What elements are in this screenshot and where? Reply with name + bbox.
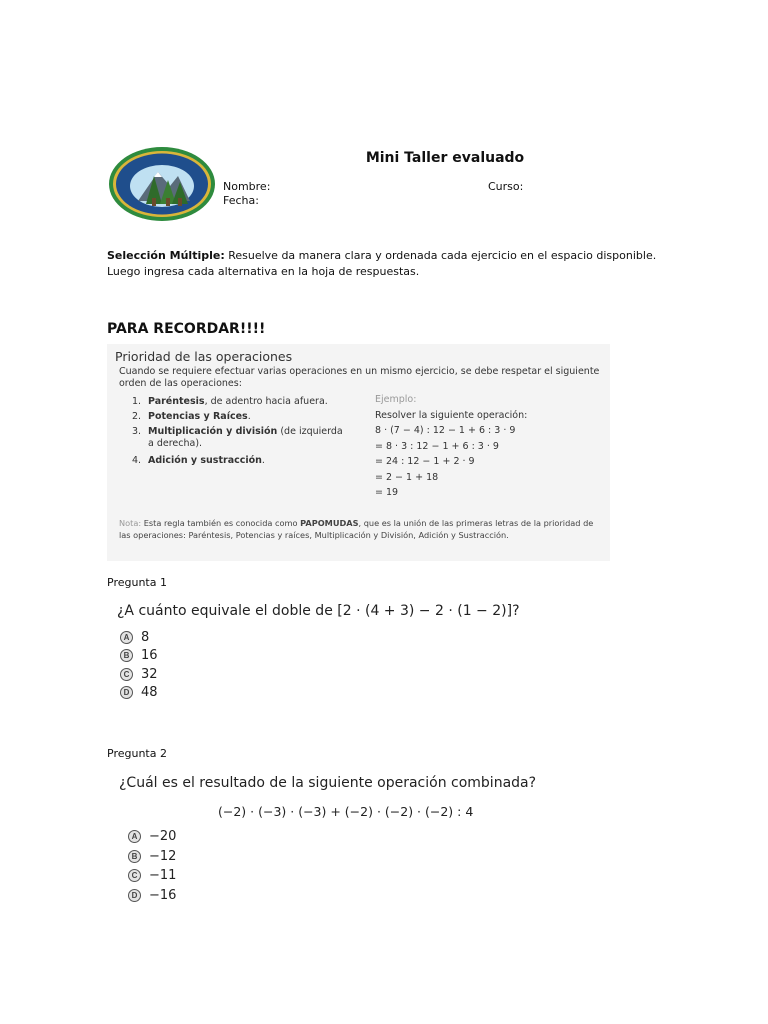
option-a[interactable] (128, 827, 176, 847)
curso-label: Curso: (488, 180, 524, 193)
rule-bold: Multiplicación y división (148, 426, 278, 437)
page-title: Mini Taller evaluado (365, 150, 525, 166)
priority-rule (132, 396, 347, 408)
rule-number: 1. (132, 396, 142, 407)
rule-bold: Adición y sustracción (148, 455, 262, 466)
option-bubble-icon[interactable]: C (120, 668, 133, 681)
fecha-label: Fecha: (223, 194, 259, 207)
instructions-heading: Selección Múltiple: (107, 249, 225, 262)
rule-bold: Paréntesis (148, 396, 205, 407)
option-a[interactable] (120, 628, 158, 647)
example-line: Resolver la siguiente operación: (375, 409, 528, 421)
note-text (119, 517, 604, 541)
option-c[interactable] (128, 866, 176, 886)
priority-title: Prioridad de las operaciones (115, 349, 293, 364)
option-bubble-icon[interactable]: D (128, 889, 141, 902)
priority-rule (132, 426, 347, 450)
example-label: Ejemplo: (375, 394, 417, 405)
example-block (375, 392, 605, 501)
question-1-options (120, 628, 158, 702)
instructions-text: Resuelve da manera clara y ordenada cada ejercicio en el espacio disponible. Luego ingresa cada alternativa en la hoja de respuestas. (107, 249, 657, 278)
option-value: −20 (149, 829, 177, 845)
priority-rules-list (132, 396, 347, 467)
priority-rules-box (107, 344, 610, 561)
option-d[interactable] (128, 886, 176, 906)
question-2-label: Pregunta 2 (107, 747, 167, 760)
rule-rest: . (261, 455, 265, 466)
option-value: −12 (149, 848, 177, 864)
option-bubble-icon[interactable]: C (128, 869, 141, 882)
example-line: = 24 : 12 − 1 + 2 · 9 (375, 456, 475, 467)
rule-rest: (de izquierda a derecha). (148, 426, 343, 449)
example-line: 8 · (7 − 4) : 12 − 1 + 6 : 3 · 9 (375, 425, 516, 436)
example-line: = 8 · 3 : 12 − 1 + 6 : 3 · 9 (375, 440, 499, 452)
rule-rest: , de adentro hacia afuera. (204, 396, 328, 407)
note-part: Esta regla también es conocida como (141, 518, 301, 528)
instructions (107, 248, 687, 280)
option-bubble-icon[interactable]: A (120, 631, 133, 644)
option-value: 48 (141, 685, 158, 701)
rule-number: 2. (132, 411, 142, 422)
option-b[interactable] (128, 847, 176, 867)
nombre-label: Nombre: (223, 180, 271, 193)
priority-rule (132, 455, 347, 467)
rule-rest: . (247, 411, 251, 422)
note-acronym: PAPOMUDAS (300, 518, 359, 528)
example-line: = 19 (375, 487, 399, 498)
option-value: 16 (141, 648, 158, 664)
priority-rule (132, 411, 347, 423)
rule-bold: Potencias y Raíces (148, 411, 248, 422)
question-2-expression: (−2) · (−3) · (−3) + (−2) · (−2) · (−2) : 4 (218, 804, 474, 819)
note-tail: Paréntesis, Potencias y raíces, Multiplicación y División, Adición y Sustracción. (188, 530, 509, 540)
question-2-text: ¿Cuál es el resultado de la siguiente operación combinada? (119, 775, 537, 791)
option-value: 8 (141, 629, 150, 645)
note-part: , que es la unión de las primeras letras de la prioridad de las operaciones: (119, 518, 594, 540)
example-line: = 2 − 1 + 18 (375, 471, 439, 483)
priority-intro: Cuando se requiere efectuar varias operaciones en un mismo ejercicio, se debe respetar el siguiente orden de las operaciones: (119, 366, 600, 389)
question-1-text: ¿A cuánto equivale el doble de [2 · (4 + 3) − 2 · (1 − 2)]? (117, 603, 520, 619)
question-1-label: Pregunta 1 (107, 576, 167, 589)
rule-number: 4. (132, 455, 142, 466)
option-bubble-icon[interactable]: B (128, 850, 141, 863)
question-2-options (128, 827, 176, 905)
option-bubble-icon[interactable]: D (120, 686, 133, 699)
recordar-heading: PARA RECORDAR!!!! (107, 321, 266, 337)
option-b[interactable] (120, 647, 158, 666)
option-bubble-icon[interactable]: B (120, 649, 133, 662)
option-value: −16 (149, 887, 177, 903)
note-label: Nota: (119, 518, 142, 528)
option-bubble-icon[interactable]: A (128, 830, 141, 843)
option-d[interactable] (120, 684, 158, 703)
option-value: −11 (149, 868, 177, 884)
option-value: 32 (141, 666, 158, 682)
option-c[interactable] (120, 665, 158, 684)
rule-number: 3. (132, 426, 142, 437)
